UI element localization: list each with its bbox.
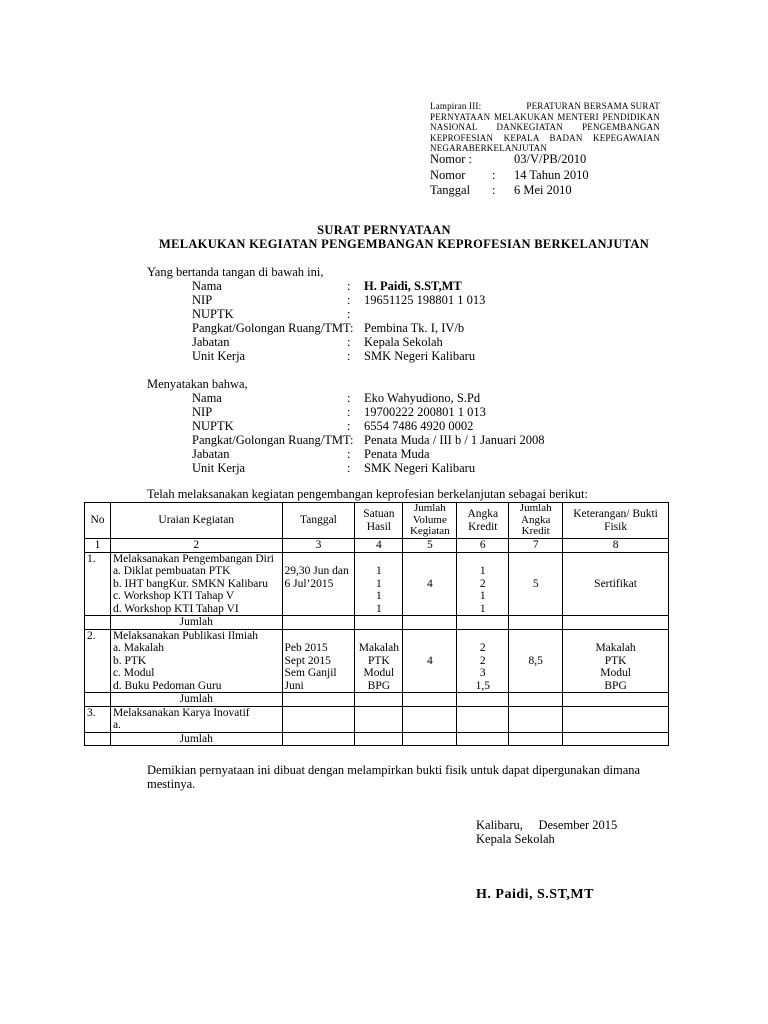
field-key: Nama	[192, 279, 222, 293]
keterangan-line	[565, 630, 666, 643]
row-satuan	[355, 552, 403, 616]
field-colon: :	[347, 447, 351, 461]
empty-cell	[282, 706, 355, 732]
table-jumlah-row	[85, 616, 669, 630]
intro-text: Yang bertanda tangan di bawah ini,	[147, 265, 324, 279]
nomor-block	[430, 152, 589, 199]
signature-name: H. Paidi, S.ST,MT	[476, 887, 594, 902]
uraian-line: b. PTK	[112, 654, 147, 667]
satuan-line: Modul	[363, 667, 395, 679]
field-value: 19651125 198801 1 013	[364, 293, 486, 307]
field-key: Pangkat/Golongan Ruang/TMT:	[192, 321, 354, 335]
empty-cell	[355, 732, 403, 746]
empty-cell	[563, 616, 669, 630]
empty-cell	[509, 732, 563, 746]
tanggal-line: Peb 2015	[284, 642, 328, 654]
keterangan-line: BPG	[604, 679, 627, 692]
field-row	[192, 391, 545, 405]
keterangan-line: PTK	[604, 654, 627, 667]
field-colon: :	[347, 419, 351, 433]
column-number: 5	[403, 539, 457, 553]
nomor-colon: :	[492, 167, 496, 182]
table-row	[85, 706, 669, 732]
field-row	[192, 433, 545, 447]
row-angka	[457, 629, 509, 693]
header-tanggal: Tanggal	[282, 503, 355, 539]
angka-line: 2	[479, 642, 486, 654]
header-angka-kredit: Angka Kredit	[457, 503, 509, 539]
header-jumlah-angka: Jumlah Angka Kredit	[509, 503, 563, 539]
jumlah-label: Jumlah	[110, 616, 282, 630]
empty-cell	[282, 693, 355, 707]
uraian-line: c. Workshop KTI Tahap V	[112, 590, 235, 602]
uraian-line: a. Diklat pembuatan PTK	[112, 565, 231, 577]
uraian-line: d. Buku Pedoman Guru	[112, 679, 222, 692]
field-row	[192, 293, 485, 307]
empty-cell	[355, 616, 403, 630]
table-header-row	[85, 503, 669, 539]
field-value: 6554 7486 4920 0002	[364, 419, 474, 433]
lampiran-line3: NASIONAL DANKEGIATAN PENGEMBANGAN	[430, 122, 660, 132]
telah-text: Telah melaksanakan kegiatan pengembangan keprofesian berkelanjutan sebagai berikut:	[147, 487, 588, 501]
nomor-key: Tanggal	[430, 183, 471, 197]
nomor-row	[430, 183, 589, 199]
signature-position: Kepala Sekolah	[476, 832, 555, 846]
field-key: NUPTK	[192, 307, 234, 321]
uraian-line: b. IHT bangKur. SMKN Kalibaru	[112, 577, 268, 590]
field-value: Penata Muda	[364, 447, 430, 461]
field-value: Kepala Sekolah	[364, 335, 443, 349]
empty-cell	[282, 732, 355, 746]
tanggal-line: 6 Jul’2015	[284, 577, 334, 590]
keterangan-line: Makalah	[595, 642, 636, 654]
column-number: 7	[509, 539, 563, 553]
nomor-row	[430, 152, 589, 168]
empty-cell	[563, 706, 669, 732]
header-jumlah-volume: Jumlah Volume Kegiatan	[403, 503, 457, 539]
satuan-line: 1	[375, 590, 382, 602]
document-subtitle: MELAKUKAN KEGIATAN PENGEMBANGAN KEPROFESIAN BERKELANJUTAN	[158, 237, 650, 251]
field-key: Unit Kerja	[192, 461, 246, 475]
field-key: Unit Kerja	[192, 349, 246, 363]
activity-table	[84, 502, 669, 746]
field-row	[192, 461, 545, 475]
field-colon: :	[347, 349, 351, 363]
angka-line: 1	[479, 565, 486, 577]
empty-cell	[403, 693, 457, 707]
table-jumlah-row	[85, 693, 669, 707]
nomor-row	[430, 168, 589, 184]
row-jumlah-angka: 8,5	[509, 629, 563, 693]
uraian-line: a.	[112, 719, 121, 731]
empty-cell	[457, 693, 509, 707]
empty-cell	[509, 706, 563, 732]
angka-line	[459, 553, 506, 566]
satuan-line: 1	[375, 577, 382, 590]
field-row	[192, 321, 485, 335]
empty-cell	[457, 616, 509, 630]
empty-cell	[85, 616, 111, 630]
document-title: SURAT PERNYATAAN	[317, 223, 451, 237]
field-row	[192, 349, 485, 363]
row-jumlah-angka: 5	[509, 552, 563, 616]
table-row	[85, 552, 669, 616]
nomor-value: 03/V/PB/2010	[514, 152, 587, 166]
row-no: 1.	[85, 552, 111, 616]
row-no: 2.	[85, 629, 111, 693]
closing-line: mestinya.	[147, 777, 196, 791]
tanggal-line: Juni	[284, 679, 304, 692]
empty-cell	[85, 732, 111, 746]
row-angka	[457, 552, 509, 616]
uraian-line: Melaksanakan Pengembangan Diri	[112, 552, 274, 565]
field-colon: :	[347, 293, 351, 307]
empty-cell	[403, 616, 457, 630]
subject-fields	[192, 391, 545, 475]
tanggal-line	[285, 553, 353, 566]
uraian-line: Melaksanakan Karya Inovatif	[112, 706, 250, 719]
row-uraian	[110, 629, 282, 693]
satuan-line: BPG	[367, 679, 391, 692]
empty-cell	[457, 706, 509, 732]
field-key: NIP	[192, 293, 213, 307]
angka-line: 2	[479, 577, 486, 590]
row-tanggal	[282, 552, 355, 616]
empty-cell	[85, 693, 111, 707]
lampiran-line4: KEPROFESIAN KEPALA BADAN KEPEGAWAIAN	[430, 132, 660, 143]
signer-fields	[192, 279, 485, 363]
field-row	[192, 279, 485, 293]
nomor-value: 6 Mei 2010	[514, 183, 572, 197]
row-no: 3.	[85, 706, 111, 732]
signature-place-date: Kalibaru, Desember 2015	[476, 818, 618, 832]
empty-cell	[563, 693, 669, 707]
lampiran-block	[430, 101, 660, 154]
row-keterangan: Sertifikat	[563, 552, 669, 616]
signature-block	[476, 818, 617, 846]
field-row	[192, 405, 545, 419]
nomor-colon: :	[492, 183, 496, 197]
lampiran-line5: NEGARABERKELANJUTAN	[430, 143, 548, 153]
column-number: 4	[355, 539, 403, 553]
header-satuan: Satuan Hasil	[355, 503, 403, 539]
angka-line: 1	[479, 590, 486, 602]
field-key: Jabatan	[192, 447, 230, 461]
field-value: Pembina Tk. I, IV/b	[364, 321, 465, 335]
angka-line: 2	[479, 654, 486, 667]
uraian-line: a. Makalah	[112, 642, 165, 654]
empty-cell	[355, 693, 403, 707]
field-key: NIP	[192, 405, 213, 419]
field-value: Penata Muda / III b / 1 Januari 2008	[364, 433, 545, 447]
tanggal-line: Sem Ganjil	[284, 667, 337, 679]
empty-cell	[509, 693, 563, 707]
field-value: SMK Negeri Kalibaru	[364, 349, 476, 363]
row-tanggal	[282, 629, 355, 693]
row-satuan	[355, 629, 403, 693]
row-uraian	[110, 552, 282, 616]
tanggal-line: 29,30 Jun dan	[284, 565, 349, 577]
angka-line: 3	[479, 667, 486, 679]
column-number: 1	[85, 539, 111, 553]
lampiran-line2: PERNYATAAN MELAKUKAN MENTERI PENDIDIKAN	[430, 111, 660, 122]
closing-line: Demikian pernyataan ini dibuat dengan melampirkan bukti fisik untuk dapat dipergunakan dimana	[147, 763, 641, 777]
field-value: H. Paidi, S.ST,MT	[364, 279, 462, 293]
empty-cell	[563, 732, 669, 746]
tanggal-line: Sept 2015	[284, 654, 331, 667]
row-volume: 4	[403, 629, 457, 693]
empty-cell	[457, 732, 509, 746]
header-uraian: Uraian Kegiatan	[110, 503, 282, 539]
jumlah-label: Jumlah	[110, 693, 282, 707]
field-key: Nama	[192, 391, 222, 405]
satuan-line: 1	[375, 565, 382, 577]
field-key: Jabatan	[192, 335, 230, 349]
angka-line: 1	[479, 602, 486, 615]
table-number-row	[85, 539, 669, 553]
uraian-line: Melaksanakan Publikasi Ilmiah	[112, 629, 258, 642]
empty-cell	[355, 706, 403, 732]
angka-line	[459, 630, 506, 643]
empty-cell	[282, 616, 355, 630]
field-row	[192, 447, 545, 461]
header-keterangan: Keterangan/ Bukti Fisik	[563, 503, 669, 539]
field-value: SMK Negeri Kalibaru	[364, 461, 476, 475]
column-number: 6	[457, 539, 509, 553]
field-colon: :	[347, 391, 351, 405]
field-row	[192, 419, 545, 433]
empty-cell	[403, 732, 457, 746]
tanggal-line	[285, 630, 353, 643]
empty-cell	[509, 616, 563, 630]
angka-line: 1,5	[475, 679, 490, 692]
satuan-line: PTK	[368, 654, 390, 667]
table-row	[85, 629, 669, 693]
nomor-key: Nomor :	[430, 152, 473, 166]
field-colon: :	[347, 279, 351, 293]
field-key: Pangkat/Golongan Ruang/TMT:	[192, 433, 354, 447]
menyatakan-text: Menyatakan bahwa,	[147, 377, 248, 391]
jumlah-label: Jumlah	[110, 732, 282, 746]
satuan-line: 1	[375, 602, 382, 615]
uraian-line: c. Modul	[112, 667, 155, 679]
closing-paragraph	[147, 763, 687, 791]
row-volume: 4	[403, 552, 457, 616]
column-number: 8	[563, 539, 669, 553]
column-number: 2	[110, 539, 282, 553]
field-value: 19700222 200801 1 013	[364, 405, 486, 419]
keterangan-line: Modul	[600, 667, 631, 679]
row-uraian	[110, 706, 282, 732]
row-keterangan	[563, 629, 669, 693]
lampiran-header-line	[430, 101, 660, 112]
field-key: NUPTK	[192, 419, 234, 433]
empty-cell	[403, 706, 457, 732]
field-colon: :	[347, 307, 351, 321]
lampiran-label: Lampiran III:	[430, 101, 482, 111]
field-colon: :	[347, 405, 351, 419]
field-colon: :	[347, 461, 351, 475]
column-number: 3	[282, 539, 355, 553]
satuan-line	[357, 553, 400, 566]
field-row	[192, 307, 485, 321]
satuan-line	[357, 630, 400, 643]
satuan-line: Makalah	[358, 642, 399, 654]
field-value: Eko Wahyudiono, S.Pd	[364, 391, 481, 405]
field-row	[192, 335, 485, 349]
nomor-value: 14 Tahun 2010	[514, 167, 589, 182]
table-jumlah-row	[85, 732, 669, 746]
nomor-key: Nomor	[430, 167, 466, 182]
uraian-line: d. Workshop KTI Tahap VI	[112, 602, 239, 615]
header-no: No	[85, 503, 111, 539]
field-colon: :	[347, 335, 351, 349]
lampiran-line1: PERATURAN BERSAMA SURAT	[526, 101, 660, 111]
